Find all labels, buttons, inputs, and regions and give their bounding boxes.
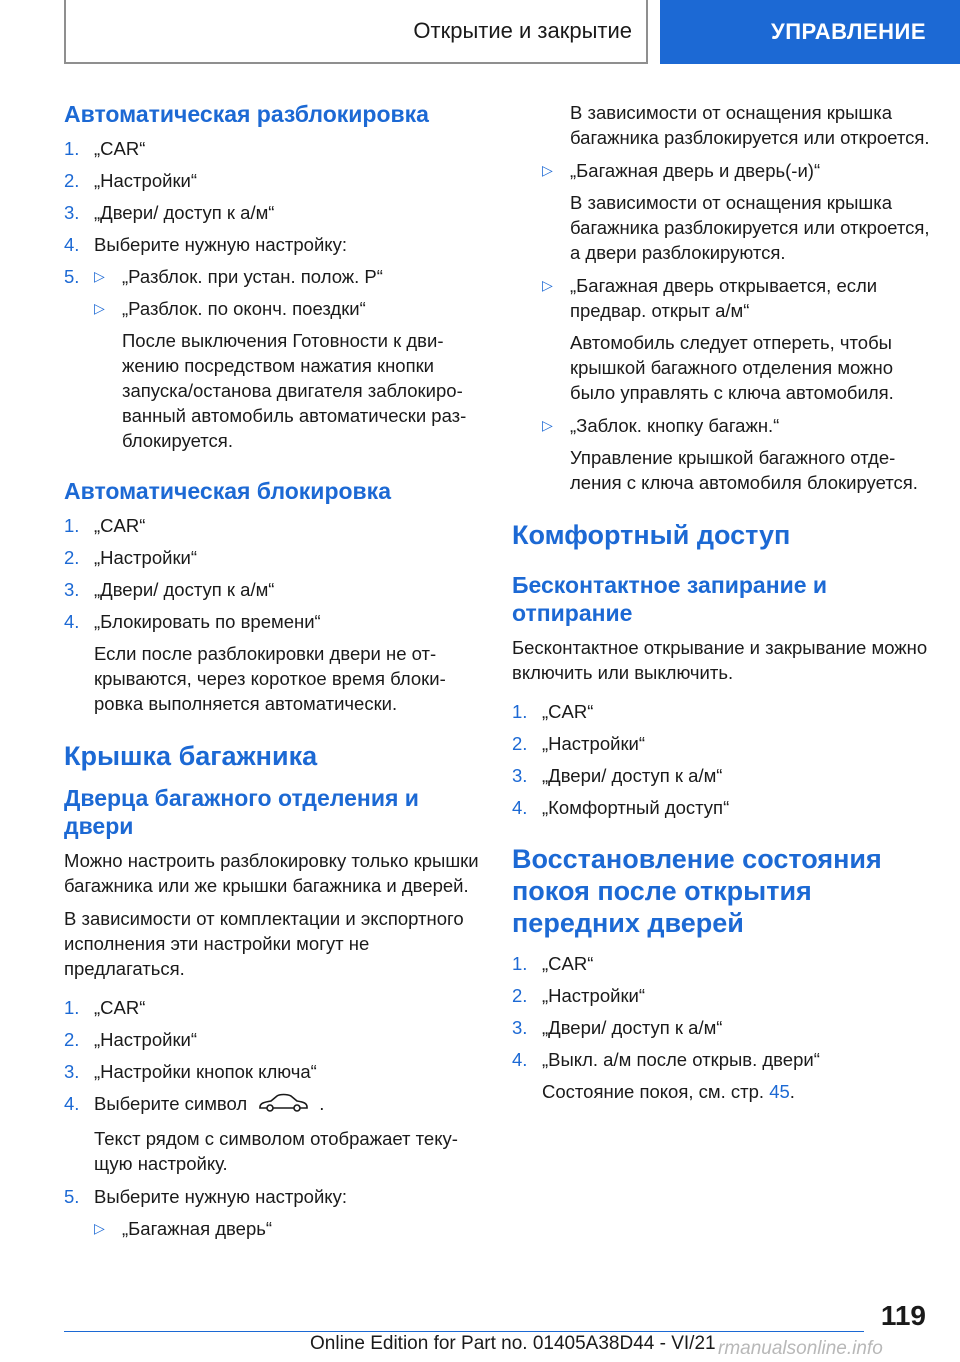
footer-divider xyxy=(64,1331,864,1332)
list-item: 3. „Двери/ доступ к а/м“ xyxy=(512,765,723,786)
list-item: 4. „Блокировать по времени“ xyxy=(64,611,321,632)
bullet-description: В зависимости от оснащения крышка багажника разблокируется или откроется, а двери разблокируются. xyxy=(570,192,930,263)
heading-comfort-access: Комфортный доступ xyxy=(512,520,791,550)
list-item: 1. „CAR“ xyxy=(64,515,146,536)
section-title: Открытие и закрытие xyxy=(413,18,632,43)
list-item: ▷ „Багажная дверь открывается, если предвар. открыт а/м“ xyxy=(542,275,878,321)
edition-footer: Online Edition for Part no. 01405A38D44 - VI/21 xyxy=(310,1333,716,1354)
list-item: 2. „Настройки“ xyxy=(64,170,198,191)
list-item: 3. „Двери/ доступ к а/м“ xyxy=(64,202,275,223)
triangle-bullet-icon: ▷ xyxy=(94,300,105,316)
heading-auto-lock: Автоматическая блокировка xyxy=(64,478,391,504)
heading-auto-unlock: Автоматическая разблокировка xyxy=(64,101,429,127)
page-number: 119 xyxy=(880,1300,926,1331)
triangle-bullet-icon: ▷ xyxy=(542,277,553,293)
list-item: 3. „Настройки кнопок ключа“ xyxy=(64,1061,317,1082)
list-item: 3. „Двери/ доступ к а/м“ xyxy=(512,1017,723,1038)
list-item: ▷ „Багажная дверь“ xyxy=(94,1218,273,1240)
list-item: ▷ „Багажная дверь и дверь(-и)“ xyxy=(542,160,821,181)
heading-idle-state: Восстановление состояния покоя после открытия передних дверей xyxy=(512,844,882,938)
list-item: 5. Выберите нужную настройку: xyxy=(64,1186,347,1208)
list-item: 4. Выберите символ . xyxy=(64,1091,484,1119)
list-item: 5. ▷ „Разблок. при устан. полож. Р“ xyxy=(64,266,383,287)
triangle-bullet-icon: ▷ xyxy=(542,162,553,178)
bullet-description: В зависимости от оснащения крышка багажника разблокируется или откроется. xyxy=(570,102,930,148)
car-top-icon xyxy=(257,1091,309,1119)
list-item: 1. „CAR“ xyxy=(64,138,146,159)
page-reference-link[interactable]: 45 xyxy=(769,1081,790,1102)
list-item: 2. „Настройки“ xyxy=(512,985,646,1006)
step-description: Текст рядом с символом отображает текущую настройку. xyxy=(94,1128,458,1175)
list-item: 3. „Двери/ доступ к а/м“ xyxy=(64,579,275,600)
list-item: 1. „CAR“ xyxy=(512,701,594,722)
paragraph: Можно настроить разблокировку только крышки багажника или же крышки багажника и дверей. xyxy=(64,850,479,896)
step-description: Состояние покоя, см. стр. 45. xyxy=(542,1081,795,1102)
list-item: ▷ „Разблок. по оконч. поездки“ xyxy=(94,298,366,319)
list-item: 4. Выберите нужную настройку: xyxy=(64,234,347,255)
watermark: rmanualsonline.info xyxy=(718,1338,883,1359)
triangle-bullet-icon: ▷ xyxy=(94,1220,105,1237)
paragraph: В зависимости от комплектации и экспортного исполнения эти настройки могут не предлагаться. xyxy=(64,908,464,979)
list-item: 4. „Выкл. а/м после открыв. двери“ xyxy=(512,1049,820,1070)
paragraph: Бесконтактное открывание и закрывание можно включить или выключить. xyxy=(512,637,928,683)
bullet-description: После выключения Готовности к движению посредством нажатия кнопки запуска/останова двигателя заблокированный автомобиль автоматически разблокируется. xyxy=(122,330,467,451)
list-item: 4. „Комфортный доступ“ xyxy=(512,797,730,818)
list-item: 2. „Настройки“ xyxy=(512,733,646,754)
step-description: Если после разблокировки двери не открываются, через короткое время блокировка выполняется автоматически. xyxy=(94,643,446,714)
list-item: 2. „Настройки“ xyxy=(64,1029,198,1050)
heading-trunk: Крышка багажника xyxy=(64,741,318,771)
bullet-description: Управление крышкой багажного отделения с ключа автомобиля блокируется. xyxy=(570,447,918,493)
list-item: 1. „CAR“ xyxy=(512,953,594,974)
chapter-title: УПРАВЛЕНИЕ xyxy=(771,19,926,44)
list-item: 1. „CAR“ xyxy=(64,997,146,1018)
left-column xyxy=(64,100,484,1248)
list-item: ▷ „Заблок. кнопку багажн.“ xyxy=(542,415,780,436)
triangle-bullet-icon: ▷ xyxy=(542,417,553,433)
heading-contactless: Бесконтактное запирание и отпирание xyxy=(512,572,828,626)
list-item: 2. „Настройки“ xyxy=(64,547,198,568)
running-header-chapter xyxy=(660,0,960,64)
right-column xyxy=(512,100,932,1112)
bullet-description: Автомобиль следует отпереть, чтобы крышкой багажного отделения можно было управлять с ключа автомобиля. xyxy=(570,332,894,403)
triangle-bullet-icon: ▷ xyxy=(94,268,105,284)
running-header-section xyxy=(64,0,648,64)
heading-trunk-doors: Дверца багажного отделения и двери xyxy=(64,785,419,839)
